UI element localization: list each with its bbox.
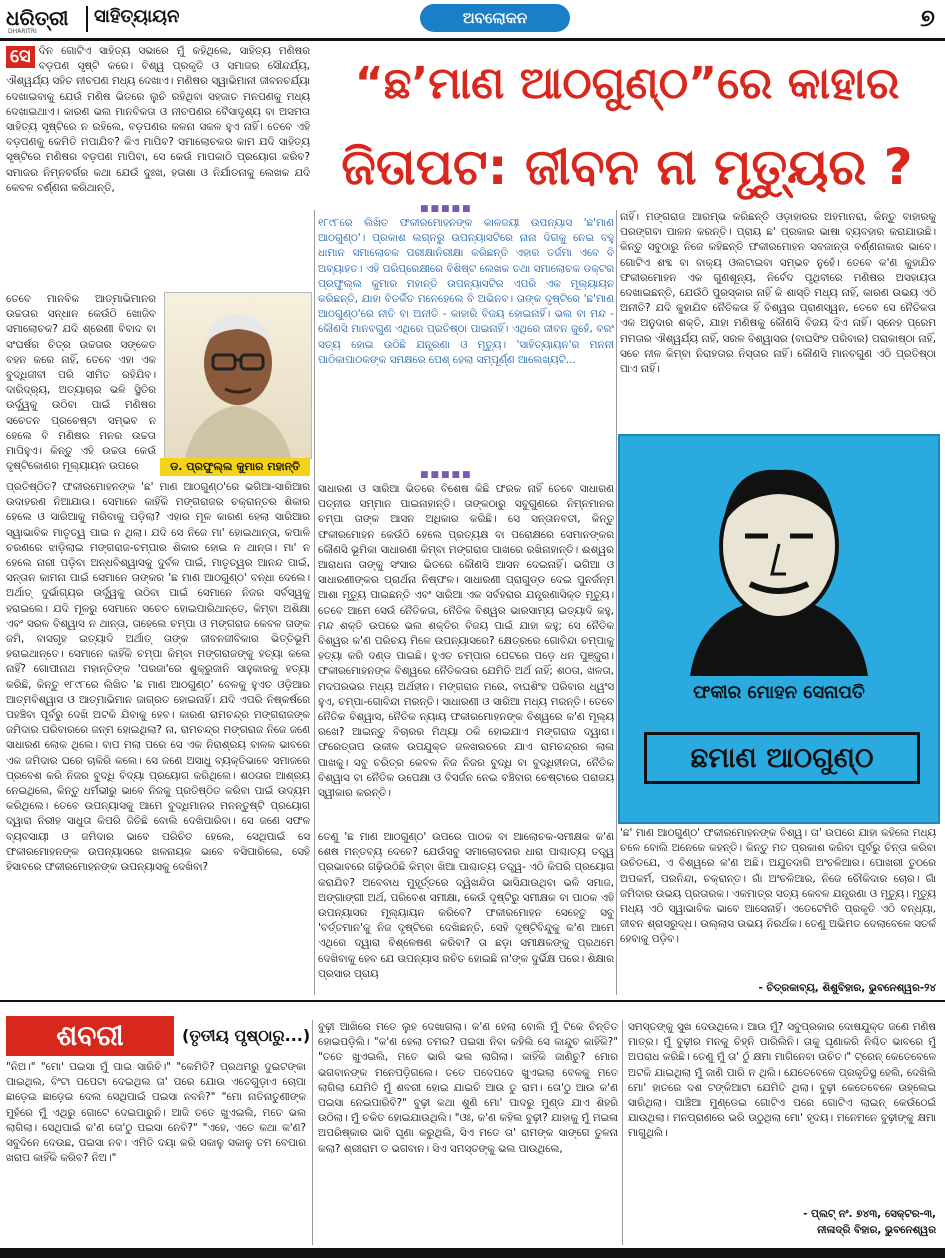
story-column-1: [6, 1060, 306, 1240]
author-photo: [164, 292, 312, 459]
footer-bar: [0, 1248, 945, 1258]
book-cover-image: [618, 434, 940, 824]
article-text: ଦିନ ଗୋଟିଏ ସାହିତ୍ୟ ସଭାରେ ମୁଁ କହିଥିଲେ, ସାହିତ୍ୟ ମଣିଷର ବଡ଼ପଣ ସୃଷ୍ଟି କରେ। ବିଶ୍ୱ ପ୍ରକୃତି ଓ ସମାଜର ସୌନ୍ଦର୍ଯ୍ୟ, ଐଶ୍ୱର୍ଯ୍ୟ ସହିତ ନୀଚପଣ ମଧ୍ୟ ଦେଖାଏ। ମଣିଷର ସ୍ୱାଭିମାନୀ ଜୀବନଚର୍ଯ୍ୟା ଦେଖାଇବାକୁ ଯେଉଁ ମଣିଷ ଭିତରେ ଲୁଚି ରହିଥିବା ସହଜାତ ମନପଣକୁ ମଧ୍ୟ ଦେଖାଇଥାଏ। କାରଣ ଭଲ ମାନବିକତା ଓ ନୀଚପଣର ବୈସାଦୃଶ୍ୟ ବା ଅସମତା ସାହିତ୍ୟ ସୃଷ୍ଟିରେ ନ ରହିଲେ, ବଡ଼ପଣର କଳନା ସକଳ ହୁଏ ନାହିଁ। ତେବେ ଏହି ବଡ଼ପଣକୁ କେମିତି ମପାଯିବ? କିଏ ମାପିବ? ସମାଲୋଚକର କାମ ଯଦି ସାହିତ୍ୟ ସୃଷ୍ଟିରେ ମଣିଷର ବଡ଼ପଣ ମାପିବା, ସେ କେଉଁ ମାପକାଠି ପ୍ରୟୋଗ କରିବ? ସମାଜର ନିମ୍ନବର୍ଗର କଥା ଯେଉଁ ଦୁଃଖ, ହତାଶା ଓ ନିର୍ଯାତନାକୁ ଲେଖକ ଯଦି କେବଳ ବର୍ଣ୍ଣନା କରିଥାନ୍ତି,: [6, 45, 310, 194]
story-title: ଶବରୀ: [6, 1016, 174, 1056]
page-header: [0, 0, 945, 41]
article-column-1-narrow: [6, 292, 156, 476]
article-text: ତେଣୁ 'ଛ ମାଣ ଆଠଗୁଣ୍ଠ' ଉପରେ ପାଠକ ବା ଆଲୋଚକ-ସମୀକ୍ଷକ କ'ଣ ଶେଷ ମନ୍ତବ୍ୟ ଦେବେ? ଯେଉଁସବୁ ସମାଲୋଚନାର ଧାରା ପାଶ୍ଚାତ୍ୟ ତତ୍ତ୍ୱ ପ୍ରଭାବରେ ଗଢ଼ିଉଠିଛି କିମ୍ବା ଖିଆ ପାଶ୍ଚାତ୍ୟ ତତ୍ତ୍ୱ- ଏଠି କିପରି ପ୍ରୟୋଗ କରାଯିବ? ଅବେବାଧ ମୁହୂର୍ତ୍ତରେ ଦ୍ୱିଖନ୍ଦିତା ଭାସିଯାଉଥିବା ଭଳି ସମାଜ, ଅଙ୍ଗାଙ୍ଗୀ ଅର୍ଥ, ପରିବେଶ ସମୀକ୍ଷା, କେଉଁ ଦୃଷ୍ଟିରୁ ସମୀକ୍ଷକ ବା ପାଠକ ଏହି ଉପନ୍ୟାସର ମୂଲ୍ୟାୟନ କରିବେ? ଫକୀରମୋହନ ସେହେତୁ ସବୁ 'ବର୍ତ୍ତମାନ'କୁ ନିଜ ଦୃଷ୍ଟିରେ ଦେଖିଛନ୍ତି, ସେହି ଦୃଷ୍ଟିବିନ୍ଦୁକୁ କ'ଣ ଆମେ ଏଥିରେ ଦ୍ୱାରା ବିଶ୍ଳେଷଣ କରିବା? ତା ଛଡ଼ା ସମୀକ୍ଷକଙ୍କୁ ପ୍ରଥମେ ଦେଖିବାକୁ ହେବ ଯେ ଉପନ୍ୟାସ ରଚିତ ହୋଇଛି ନା'ଙ୍କ ଦୁର୍ଭିକ୍ଷ ପରେ। ଶିକ୍ଷାର ପ୍ରସାର ପ୍ରାୟ: [318, 831, 614, 980]
section-tag: ଅବଲୋକନ: [420, 4, 570, 32]
article-column-1-lower: [6, 480, 310, 990]
story-signature-line-1: - ପ୍ଲଟ୍ ନଂ. ୭୪୩, ସେକ୍ଟର-୩,: [803, 1208, 936, 1220]
fakir-mohan-portrait-icon: [620, 436, 938, 676]
story-column-2: [318, 1020, 618, 1240]
article-text: ତେବେ ମାନବିକ ଆତ୍ମାଭିମାନର ଉଚ୍ଚତାର ସନ୍ଧାନ କେଉଁଠି ଖୋଜିବ ସମାଲୋଚକ? ଯଦି ଶ୍ରେଣୀ ବିବାଦ ବା ସଂଘର୍ଷର ଚିତ୍ର ଉଚ୍ଚତାର ସଙ୍କେତ ବହନ କରେ ନାହିଁ, ତେବେ ଏହା ଏକ ବୁଦ୍ଧିଜୀବୀ ପରି ସୀମିତ ରହିଯିବ। ଦାରିଦ୍ର୍ୟ, ଅତ୍ୟାଚାର ଭଳି ସ୍ଥିତିର ଉର୍ଦ୍ଧ୍ୱକୁ ଉଠିବା ପାଇଁ ମଣିଷର ସଚେତନ ପ୍ରଚେଷ୍ଟା ସମ୍ଭବ ନ ହେଲେ ବି ମଣିଷର ମନର ଉଚ୍ଚତା ମାପିହୁଏ। କିନ୍ତୁ ଏହି ଉଚ୍ଚତା କେଉଁ ଦୃଷ୍ଟିକୋଣର ମୂଲ୍ୟାୟନ ଉପରେ: [6, 293, 156, 473]
story-text: ସମସ୍ତଙ୍କୁ ସୁଖ ଦେଉଥିଲେ। ଆଉ ମୁଁ? ସବୁପ୍ରକାର ଦୋଷଯୁକ୍ତ ଜଣେ ମଣିଷ ମାତ୍ର। ମୁଁ ବୁଢ଼ୀର ମନକୁ ଚିହ୍ନି ପାରିଲିନି। ତାକୁ ଘୃଣାକରି ନିଶ୍ଚିତ ଭାବରେ ମୁଁ ଅପରାଧ କରିଛି। ତେଣୁ ମୁଁ ତା' ଠୁଁ କ୍ଷମା ମାଗିନେବା ଉଚିତ।" ଟ୍ରେନ୍ କେତେବେଳେ ଅଟକି ଯାଇଥିଲା ମୁଁ ଜାଣି ପାରି ନ ଥିଲି। ଯେତେବେଳେ ପ୍ରକୃତିସ୍ଥ ହେଲି, ଦେଖିଲି ମୋ' ହାତରେ ଦଶ ଟଙ୍କିଆଟା ଯେମିତି ଥିଲା। ବୁଢ଼ୀ କେତେବେଳେ ଉହ୍ଲେଇ ସାରିଥିଲା। ପାଞ୍ଚିଆ ମୁଣ୍ଡେଇ ଗୋଟିଏ ପରେ ଗୋଟିଏ ଲାଇନ୍ କେଉଁଠେଇଁ ଯାଉଥିଲା। ମନପ୍ରାଣରେ ଭରି ଉଠୁଥିଲା ମୋ' ହୃଦୟ। ମନେମନେ ବୁଢ଼ୀଙ୍କୁ କ୍ଷମା ମାଗୁଥିଲି।: [628, 1021, 936, 1140]
story-text: ବୁଢ଼ୀ ଆଖିରେ ମତେ ଲୁହ ଦେଖାଗଲା। କ'ଣ ହେଲା ବୋଲି ମୁଁ ଟିକେ ଚିନ୍ତିତ ହୋଇପଡ଼ିଲି। "କ'ଣ ହେଲା ତମର? ପଇସା ନିବା କହିଲି ସେ କାନ୍ଦୁଚ କାହିଁକି?" "ତତେ ଖୁଏଇଲି, ମତେ ଭାରି ଭଲ ଲାଗିଲା। କାହିଁକି ଜାଣିଚୁ? ମୋର ଭଗବାନଙ୍କ ମନେପଡ଼ିଗଲେ। ତତେ ପଦେପଦେ ଖୁଏଇଲା ବେଳକୁ ମତେ ଲାଗିଲା ଯେମିତି ମୁଁ ଶବରୀ ହୋଇ ଯାଇଚି ଆଉ ତୁ ରାମ। ତୋ'ଠୁ ଆଉ କ'ଣ ପଇସା ନେଇପାରିବି?" ବୁଢ଼ୀ କଥା ଶୁଣି ମୋ' ପାଦରୁ ମୁଣ୍ଡ ଯାଏ ଶିହରି ଉଠିଲା। ମୁଁ ଚକିତ ହୋଇଯାଉଥିଲି। "ଓଃ, କ'ଣ କହିଲ ବୁଢ଼ୀ? ଯାହାକୁ ମୁଁ ମଇଳା ଅପରିଷ୍କାର ଭାବି ଘୃଣା କରୁଥିଲି, ସିଏ ମତେ ତା' ରାମଙ୍କ ସାଙ୍ଗେ ତୁଳନା କଲା? ଶ୍ରୀରାମ ତ ଭଗବାନ। ସିଏ ସମସ୍ତଙ୍କୁ ଭଲ ପାଉଥିଲେ,: [318, 1021, 618, 1155]
author-portrait-icon: [165, 293, 311, 458]
newspaper-logo: ଧରିତ୍ରୀ: [6, 6, 69, 30]
article-text: 'ଛ' ମାଣ ଆଠଗୁଣ୍ଠ' ଫକୀରମୋହନଙ୍କ ବିଶ୍ୱ। ତା' ଉପରେ ଯାହା କହିଲେ ମଧ୍ୟ ଚଳେ ବୋଲି ଅନେକେ କହନ୍ତି। କିନ୍ତୁ ମତ ପ୍ରକାଶ କରିବା ପୂର୍ବରୁ ଚିନ୍ତା କରିବା ଉଚିତଯେ, ଏ ବିଶ୍ୱରେ କ'ଣ ଅଛି। ଅଯୁତଦାଗି ଅଂଚଳିଆର। ପୋଖରୀ ତୁଠରେ ଅପକର୍ମ, ପରନିନ୍ଦା, ଚକ୍ରାନ୍ତ। ଗାଁ ଅଂଚଳିଆର, ନିଜେ ଚୌକିଦାର ଚୋର। ଗାଁ ଜମିଦାର ଉଭୟ ପ୍ରତାରକ। ଏକମାତ୍ର ସତ୍ୟ କେବଳ ଯନ୍ତ୍ରଣା ଓ ମୃତ୍ୟୁ। ମୃତ୍ୟୁ ମଧ୍ୟ ଏଠି ସ୍ୱାଭାବିକ ଭାବେ ଆସେନାହିଁ। ଏତେଟେମିତି ପ୍ରକୃତି ଏଠି ବନ୍ଧ୍ୟା, ଜୀବନ ଶ୍ରାସରୁଦ୍ଧ। ଉଲ୍ଲାସ ଉଭୟ ନିରର୍ଥକ। ତେଣୁ ଅଭିମତ ଦେଲାବେଳେ ସତର୍କ ହେବାକୁ ପଡ଼ିବ।: [620, 827, 936, 946]
header-divider: [86, 6, 88, 32]
newspaper-logo-sub: DHARITRI: [8, 28, 37, 35]
article-column-2-lower: [318, 830, 614, 990]
story-column-3: [628, 1020, 936, 1202]
headline-line-1: “ଛ’ମାଣ ଆଠଗୁଣ୍ଠ”ରେ କାହାର: [354, 58, 900, 109]
article-text: ପ୍ରତିଷ୍ଠିତ? ଫକୀରମୋହନଙ୍କ 'ଛ' ମାଣ ଆଠଗୁଣ୍ଠ'ରେ ଭଗିଆ-ସାରିଆର ଉଦାହରଣ ନିଆଯାଉ। ସେମାନେ କାହିଁକି ମଙ୍ଗରାଜର ଚକ୍ରାନ୍ତର ଶିକାର ହେଲେ ଓ ସାରିଆକୁ ମରିବାକୁ ପଡ଼ିଲା? ଏହାର ମୂଳ କାରଣ ହେଲା ସାରିଆର ସ୍ୱାଭାବିକ ମାତୃତ୍ୱ ପାଇ ନ ଥିଲା। ଯଦି ସେ ନିଜେ ମା' ହୋଇଥାନ୍ତା, କପାଳି ଚରଣରେ ଝାଡ଼ିଲାଇ ମଙ୍ଗରାଜ-ଚମ୍ପାର ଶିକାର ହୋଇ ନ ଥାନ୍ତା। ମା' ନ ହେଲେ ନାରୀ ପଡ଼ିବା ଅନ୍ଧବିଶ୍ୱାସକୁ ଦୁର୍ବଳ ପାଇଁ, ମାତୃତ୍ୱର ଆନନ୍ଦ ପାଇଁ, ସନ୍ତାନ କାମନା ପାଇଁ ସେମାନେ ତାଙ୍କର 'ଛ ମାଣ ଆଠଗୁଣ୍ଠ' ବନ୍ଧା ଦେଲେ। ଅର୍ଥାତ୍ ଦୁର୍ଭାଗ୍ୟର ଉର୍ଦ୍ଧ୍ୱକୁ ଉଠିବା ପାଇଁ ସେମାନେ ନିଜର ସର୍ବସ୍ୱକୁ ହରାଇଲେ। ଯଦି ମୂଳରୁ ସେମାନେ ସଚେତ ହୋଇପାରିଥାନ୍ତେ, କିମ୍ବା ଅଶିକ୍ଷା ଏବଂ ସରଳ ବିଶ୍ୱାସ ନ ଥାନ୍ତା, ତାହେଲେ ଚମ୍ପା ଓ ମଙ୍ଗରାଜ କେବଳ ତାଙ୍କ ଜମି, ବାସଗୃହ ଇତ୍ୟାଦି ଅର୍ଥାତ୍ ତାଙ୍କ ଜୀବନଜୀବିକାର ଭିତ୍ତିଭୂମି ହରାଇଥାନ୍ତେ। ସେମାନେ କାହିଁକି ଚମ୍ପା କିମ୍ବା ମଙ୍ଗରାଜଙ୍କୁ ହତ୍ୟା କଲେ ନାହିଁ? ଗୋପୀନାଥ ମହାନ୍ତିଙ୍କ 'ପରଜା'ରେ ଶୁକ୍ରୁଜାନି ସାହୁକାରକୁ ହତ୍ୟା କରିଛି, କିନ୍ତୁ ୧୮୯୮ରେ ଲିଖିତ 'ଛ ମାଣ ଆଠଗୁଣ୍ଠ' ବେଳକୁ ହୁଏତ ଓଡ଼ିଆର ଆତ୍ମବିଶ୍ୱାସ ଓ ଆତ୍ମାଭିମାନ ଜାଗ୍ରତ ହୋଇନାହିଁ। ଯଦି ଏପରି ନିଷ୍କର୍ଷରେ ପହଞ୍ଚିବା ପୂର୍ବରୁ ଦେଖି ଅଟକି ଯିବାକୁ ହେବ। କାରଣ ରାମଚନ୍ଦ୍ର ମଙ୍ଗରାଜଙ୍କ ଜମିଦାର ପରିବାରରେ ଜନ୍ମ ହୋଇଥିଲା? ନା, ରାମଚନ୍ଦ୍ର ମଙ୍ଗରାଜ ନିଜେ ଜଣେ ସାଧାରଣ ଲୋକ ଥିଲେ। ବାପ ମଲା ପରେ ସେ ଏକ ନିରାଶ୍ରୟ ବାଳକ ଭାବରେ ଏକ ଜମିଦାର ଘରେ ଚାକିରି କଲେ। ସେ ଜଣେ ଅସାଧୁ ବ୍ୟକ୍ତିଭାବେ ସମାଜରେ ପ୍ରବେଶ କରି ନିଜର ବୁଦ୍ଧି ବିଦ୍ୟା ପ୍ରୟୋଗ କରିଥିଲେ। ଶଠତାର ଆଶ୍ରୟ ନେଇଥିଲେ, କିନ୍ତୁ ଧର୍ମଭୀରୁ ଭାବେ ନିଜକୁ ପ୍ରତିଷ୍ଠିତ କରିବା ପାଇଁ ଉଦ୍ୟମ କରିଥିଲେ। ତେବେ ଉପନ୍ୟାସକୁ ଆମେ ବୁଦ୍ଧିମାନର ମନନ୍ତୁଷ୍ଟି ପ୍ରୟୋଗ ଦ୍ୱାରା ନିରୀହ ସାଧୁତା କିପରି ଜିତିଛି ବୋଲି ଦେଖିପାରିବା। ସେ ଜଣେ ସଫଳ ବ୍ୟବସାୟୀ ଓ ଜମିଦାର ଭାବେ ପରିଚିତ ହେଲେ, ସେଥିପାଇଁ ସେ ଫକୀରମୋହନଙ୍କ ଉପନ୍ୟାସରେ ଖଳନାୟକ ଭାବେ ବସିପାରିଲେ, ସେହି ହିସାବରେ ଫକୀରମୋହନଙ୍କ ଉପନ୍ୟାସକୁ ଦେଖିବା?: [6, 481, 310, 874]
dropcap: ସେ: [6, 46, 35, 68]
article-text: ନାହିଁ। ମଙ୍ଗରାଜ ଆରମ୍ଭ କରିଛନ୍ତି ଓଡ଼ାହାରର ଅହମାନରା, କିନ୍ତୁ ବାହାରକୁ ପରଙ୍ଗବା ପାଳନ କରନ୍ତି। ପ୍ରାୟ ଛ' ପ୍ରକାର ଭାଷା ବ୍ୟବହାର କରାଯାଉଛି। କିନ୍ତୁ ସବୁଠାରୁ ନିଜେ କହିଛନ୍ତି ଫକୀରମୋହନ ସବଜାନ୍ତା ବର୍ଣ୍ଣନାକାର ଭାବେ। ଗୋଟିଏ ଶବ୍ଦ ବା ବାକ୍ୟ ଓଲଟାଇବା ସମ୍ଭବ ନୁହେଁ। ତେବେ କ'ଣ କୁହାଯିବ ଫକୀରମୋହନ ଏକ ଗୁଣଶୂନ୍ୟ, ନିର୍ବେଦ ପୃଥିବୀରେ ମଣିଷର ଅସହାୟତା ଦେଖାଇଛନ୍ତି, ଯେଉଁଠି ପୁରସ୍କାର ନାହିଁ କି ଶାସ୍ତି ମଧ୍ୟ ନାହିଁ, କାରଣ ଉଭୟ ଏଠି ଅନୀତି? ଯଦି କୁହାଯିବ ନୈତିକତା ହିଁ ବିଶ୍ୱର ପ୍ରାଣସ୍ୱନ, ତେବେ ସେ ନୈତିକତା ଏକ ଅନୁଦାର ଶକ୍ତି, ଯାହା ମଣିଷକୁ କୌଣସି ବିଜୟ ଦିଏ ନାହିଁ। ସ୍ନେହ ପ୍ରେମ ମମତାର ଐଶ୍ୱର୍ଯ୍ୟ ନାହିଁ, ସରଳ ବିଶ୍ୱାସର (ବାଘସିଂହ ପରିବାର) ପରାକାଷ୍ଠା ନାହିଁ, ସଚେ ନୀଳ କିମ୍ବା ନିରାହତାର ନିସ୍ତାର ନାହିଁ। କୌଣସି ମାନବଗୁଣ ଏଠି ପ୍ରତିଷ୍ଠା ପାଏ ନାହିଁ।: [620, 211, 936, 376]
headline-line-2: ଜିତାପଟ: ଜୀବନ ନା ମୃତ୍ୟୁର ?: [341, 138, 913, 196]
page-number: ୭: [920, 4, 935, 32]
intro-blurb: [318, 210, 614, 475]
decorative-dots-top: ■■■■■: [420, 204, 473, 214]
section-title: ସାହିତ୍ୟାୟନ: [94, 6, 180, 27]
column-divider: [314, 210, 315, 995]
column-divider: [622, 1020, 623, 1245]
author-caption: ଡ. ପ୍ରଫୁଲ୍ଲ କୁମାର ମହାନ୍ତି: [160, 458, 310, 476]
article-column-1-top: [6, 44, 310, 292]
article-column-3: [620, 210, 936, 430]
article-text: ସାଧାରଣ ଓ ସାରିଆ ଭିତରେ ବିଶେଷ କିଛି ଫରକ ନାହିଁ ତେବେ ସାଧାରଣ ପତ୍ନୀର ସମ୍ମାନ ପାଇନାହାନ୍ତି। ତାଙ୍କଠାରୁ ସବୁଗୁଣରେ ନିମ୍ନମାନର ଚମ୍ପା ତାଙ୍କ ଆସନ ଅଧିକାର କରିଛି। ସେ ସନ୍ତାନବତୀ, କିନ୍ତୁ ଫକୀରମୋହନ କେଉଁଠି ହେଲେ ପ୍ରତ୍ୟକ୍ଷ ବା ପରୋକ୍ଷରେ ସେମାନଙ୍କର କୌଣସି ଭୂମିକା ସାଧାରଣୀ କିମ୍ବା ମଙ୍ଗରାଜ ପାଖରେ ରଖିନାହାନ୍ତି। ଈଶ୍ୱର ଆରାଧନା ତାଙ୍କୁ ସଂସାର ଭିତରେ କୌଣସି ଆସନ ଦେଇନାହିଁ। ଭଗିଆ ଓ ସାଧାରଣୀଙ୍କର ପ୍ରାର୍ଥନା ନିଷ୍ଫଳ। ସାଧାରଣୀ ପ୍ରାଗୁଡ୍ଡ ଦେଇ ପୁନର୍ଜନ୍ମ ଆଶା ମୃତ୍ୟୁ ପାଇଛନ୍ତି ଏବଂ ସାରିଆ ଏକ ସର୍ବହରାର ଯନ୍ତ୍ରଣାସିକ୍ତ ମୃତ୍ୟୁ। ତେବେ ଆମେ ସେଉଁ ନୈତିକତା, ନୈତିକ ବିଶ୍ୱର ଭାରସାମ୍ୟ ଇତ୍ୟାଦି କହୁ, ମନ୍ଦ ଶକ୍ତି ଉପରେ ଭଲ ଶକ୍ତିର ବିଜୟ ପାଇଁ ଯାହା କହୁ; ସେ ନୈତିକ ବିଶ୍ୱର କ'ଣ ପରିଚୟ ମିଳେ ଉପନ୍ୟାସରେ? କ୍ଷେତ୍ରରେ ଗୋବିନ୍ଦା ଚମ୍ପାକୁ ହତ୍ୟା କରି ଦଣ୍ଡ ପାଇଛି। ହୁଏତ ଚମ୍ପାର ପେଟରେ ପଡ଼େ ଧନ ପୁଞ୍ଜୁରା। ଫକୀରମୋହନଙ୍କ ବିଶ୍ୱରେ ନୈତିକତାର ଯେମିତି ଅର୍ଥ ନାହିଁ; ଶଠତା, ଖଳତା, ମଦପରଭର ମଧ୍ୟ ଅର୍ଥହୀନ। ମଙ୍ଗରାଜ ମରେ, ବାଘଶିଂହ ପରିବାର ଧ୍ୱଂସ ହୁଏ, ଚମ୍ପା-ଗୋବିନ୍ଦା ମରନ୍ତି। ସାଧାରଣୀ ଓ ସାରିଆ ମଧ୍ୟ ମରନ୍ତି। ତେବେ ନୈତିକ ବିଶ୍ୱାସ, ନୈତିକ ନ୍ୟାୟ ଫକୀରମୋହନଙ୍କ ବିଶ୍ୱରେ କ'ଣ ମୂଲ୍ୟ ରଖେ? ଆଇନ୍ତୁ ବିଚାରର ମିଥ୍ୟା ଠକି ହୋଇଯାଏ ମଙ୍ଗରାଜ ଦ୍ୱାରା। ଫରେତ୍ତାପ ଉକୀଳ ଉପଯୁକ୍ତ ଜଳଖରଚରେ ଯାଏ ରାମଚନ୍ଦ୍ରର ଲାଳା ପାଖକୁ। ସବୁ ଚରିତ୍ର କେବଳ ନିଜ ନିଜର ବୁଦ୍ଧି ବା ବୁଦ୍ଧିହୀନତା, ନୈତିକ ବିଶ୍ୱାସ ବା ନୈତିକ ଉପେକ୍ଷା ଓ ବିସର୍ଜନ ନେଇ ବଞ୍ଚିବାର ଚେଷ୍ଟାରେ ପରାଜୟ ସ୍ୱୀକାର କରନ୍ତି।: [318, 483, 614, 800]
intro-text: ୧୮୯୮ରେ ଲିଖିତ ଫକୀରମୋହନଙ୍କ କାଳଜୟୀ ଉପନ୍ୟାସ 'ଛ'ମାଣ ଆଠଗୁଣ୍ଠ'। ପ୍ରକାଶ ଲଗ୍ନରୁ ଉପନ୍ୟାସଟିରେ ନାନା ଦିଗକୁ ନେଇ ବହୁ ଧାମାନ ସମାଲୋଚକ ପରୀକ୍ଷାନିରୀକ୍ଷା କରିଛନ୍ତି ଏହାର ତର୍ଜମା ଏବେ ବି ଅବ୍ୟାହତ। ଏହି ପରିପ୍ରେକ୍ଷୀରେ ବିଶିଷ୍ଟ ଲେଖକ ତଥା ସମାଲୋଚକ ଡକ୍ଟର ପ୍ରଫୁଲ୍ଲ କୁମାର ମହାନ୍ତି ଉପନ୍ୟାସଟିର ଏପରି ଏକ ମୂଲ୍ୟାୟନ କରିଛନ୍ତି, ଯାହା ବିତର୍କିତ ମନେହେଲେ ବି ଅଭିନବ। ତାଙ୍କ ଦୃଷ୍ଟିରେ 'ଛ'ମାଣ ଆଠଗୁଣ୍ଠ'ରେ ନୀତି ବା ଅନୀତି - କାହାରି ବିଜୟ ହୋଇନାହିଁ। ଭଲ ବା ମନ୍ଦ - କୌଣସି ମାନବଗୁଣ ଏଥିରେ ପ୍ରତିଷ୍ଠା ପାଇନାହିଁ। ଏଥିରେ ଜୀବନ ଜୁହେଁ, ବରଂ ସତ୍ୟ ହୋଇ ଉଠିଛି ଯନ୍ତ୍ରଣା ଓ ମୃତ୍ୟୁ। 'ସାହିତ୍ୟାୟନ'ର ମନନୀ ପାଠିକାପାଠକଙ୍କ ସମକ୍ଷରେ ପେଶ୍ ହେଲା ସମ୍ପୂର୍ଣ୍ଣ ଆଲେଖ୍ୟଟି...: [318, 217, 614, 366]
book-title: ଛମାଣ ଆଠଗୁଣ୍ଠ: [644, 732, 920, 784]
story-subtitle: (ତୃତୀୟ ପୃଷ୍ଠାରୁ...): [182, 1026, 311, 1045]
section-divider: [0, 1000, 945, 1002]
book-author: ଫକୀର ମୋହନ ସେନାପତି: [693, 682, 865, 703]
decorative-dots-bottom: ■■■■■: [420, 470, 473, 480]
column-divider: [312, 1020, 313, 1245]
article-column-3-lower: [620, 826, 936, 976]
article-column-2: [318, 482, 614, 828]
story-text: "ନିଅ।" "ମୋ' ପଇସା ମୁଁ ପାଇ ସାରିଚି।" "କେମିତି? ପ୍ରଥମରୁ ଦୁଇଟଙ୍କା ପାଇଥିଲ, ବିଂଟା ପପେଟା ଦେଇଥିଲ ତା' ପରେ ଯୋଉ ଏତେଗୁଡ଼ାଏ ଚୋପା ଛାଡ଼େଇ ଛାଡ଼େଇ ଦେଲ ସେଥିପାଇଁ ପଇସା ନବନି?" "ମୋ ନାତିନାତୁଣୀଙ୍କ ମୁହଁରେ ମୁଁ ଏଥିରୁ ଗୋଟେ ଦେଇପାରୁନି। ଆଜି ତତେ ଖୁଏଇଲି, ମତେ ଭଲ ଲାଗିଲା। ସେଥିପାଇଁ କ'ଣ ତୋ'ଠୁ ପଇସା ନେବି?" "ଏହେ, ଏତେ କଥା କ'ଣ? ସବୁଦିନେ ଦେଉଛ, ପଇସା ନବ। ଏମିତି ଦୟା କରି ସକାଳୁ ସକାଳୁ ତମ ବେପାର ଖରାପ କାହିଁକି କରିବ? ନିଅ।": [6, 1061, 306, 1165]
column-divider: [616, 210, 617, 995]
article-signature: - ଚିତ୍ରକାବ୍ୟ, ଶିଶୁବିହାର, ଭୁବନେଶ୍ୱର-୨୪: [758, 982, 936, 994]
story-signature-line-2: ନୀଳାଦ୍ରି ବିହାର, ଭୁବନେଶ୍ୱର: [817, 1224, 936, 1236]
